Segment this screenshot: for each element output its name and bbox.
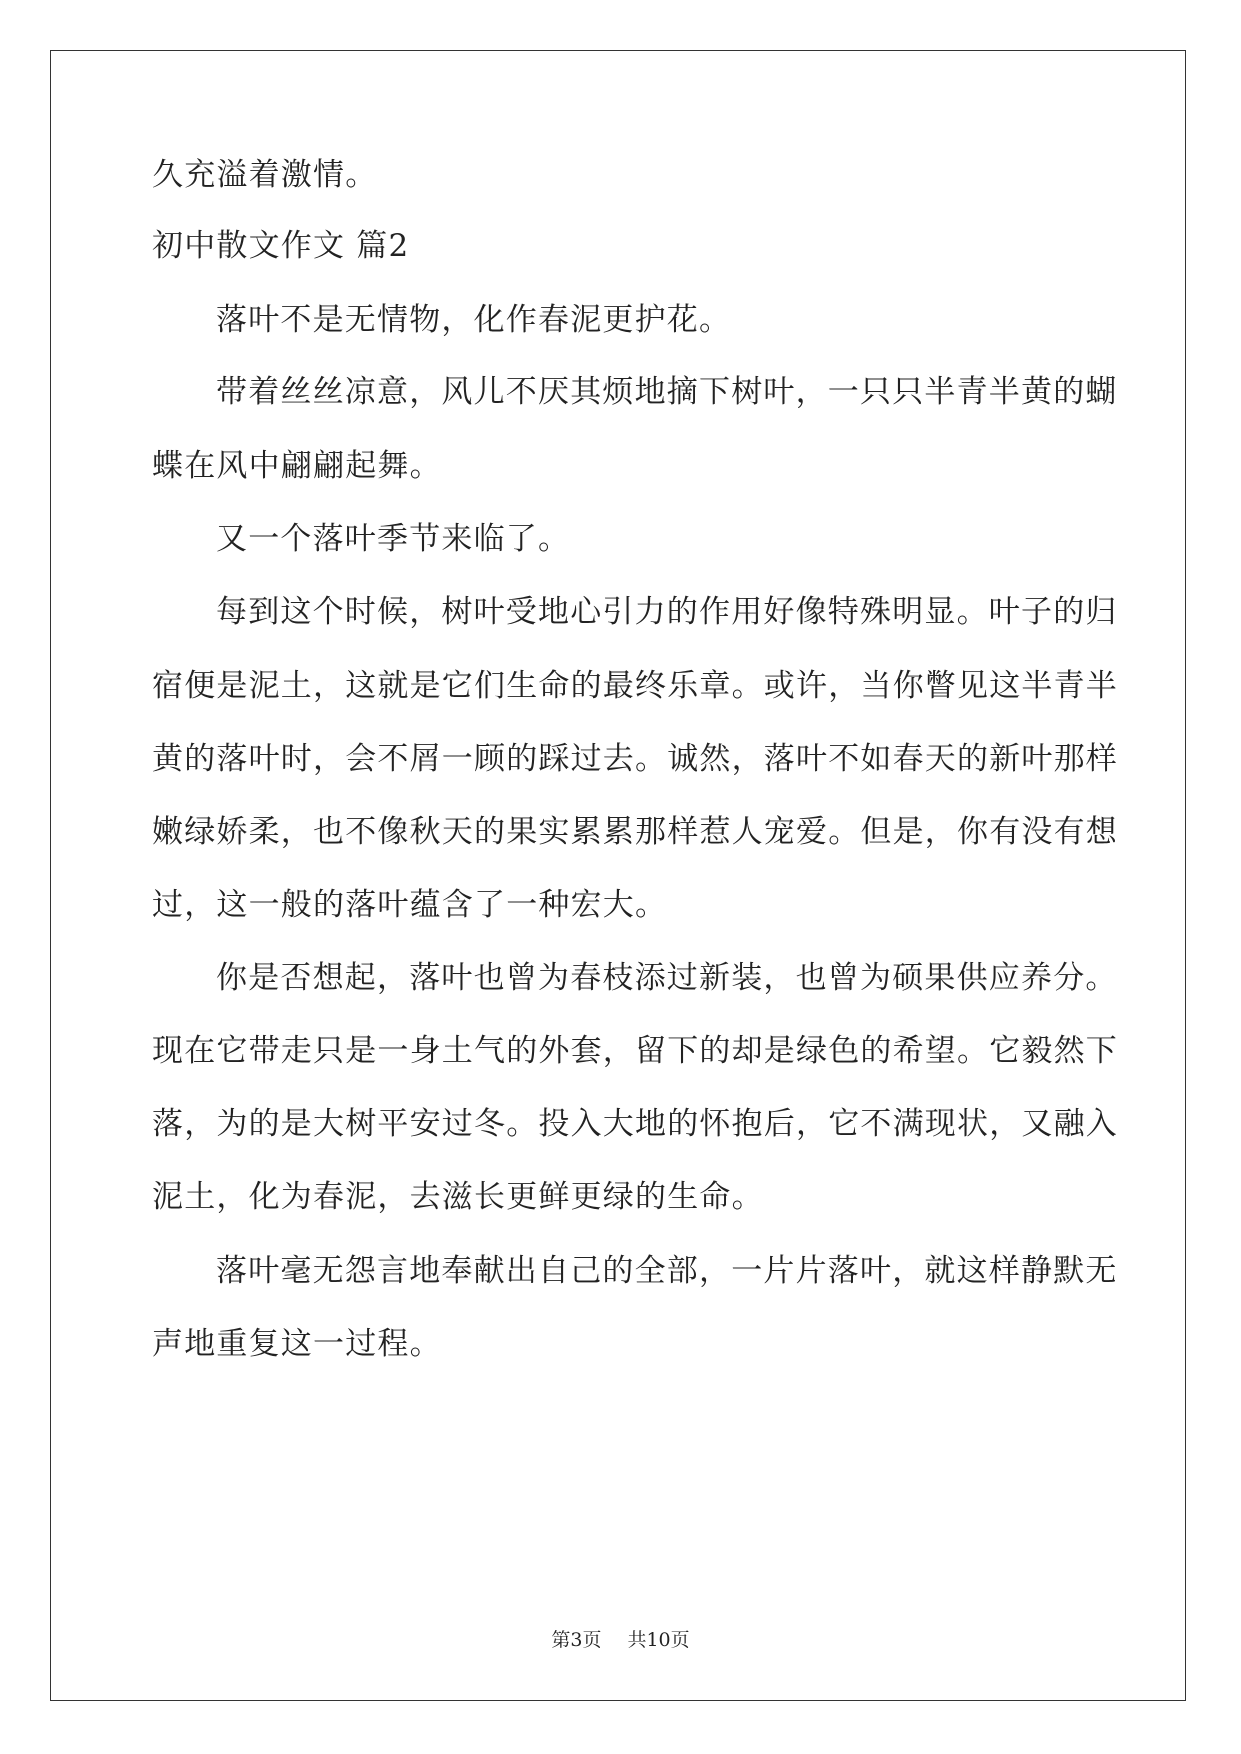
paragraph-line: 落，为的是大树平安过冬。投入大地的怀抱后，它不满现状，又融入 [152, 1106, 1118, 1142]
paragraph-line: 声地重复这一过程。 [152, 1326, 442, 1362]
paragraph-line: 宿便是泥土，这就是它们生命的最终乐章。或许，当你瞥见这半青半 [152, 668, 1118, 704]
section-heading: 初中散文作文 篇2 [152, 228, 410, 264]
page-total: 共10页 [627, 1629, 690, 1651]
paragraph-line: 落叶不是无情物，化作春泥更护花。 [216, 302, 732, 338]
paragraph-line: 过，这一般的落叶蕴含了一种宏大。 [152, 887, 668, 923]
page-border [50, 50, 1186, 1701]
paragraph-line: 又一个落叶季节来临了。 [216, 521, 571, 557]
paragraph-line: 久充溢着激情。 [152, 157, 378, 193]
paragraph-line: 每到这个时候，树叶受地心引力的作用好像特殊明显。叶子的归 [216, 594, 1118, 630]
paragraph-line: 落叶毫无怨言地奉献出自己的全部，一片片落叶，就这样静默无 [216, 1253, 1118, 1289]
paragraph-line: 你是否想起，落叶也曾为春枝添过新装，也曾为硕果供应养分。 [216, 960, 1118, 996]
paragraph-line: 泥土，化为春泥，去滋长更鲜更绿的生命。 [152, 1179, 764, 1215]
paragraph-line: 现在它带走只是一身土气的外套，留下的却是绿色的希望。它毅然下 [152, 1033, 1118, 1069]
page-number: 第3页 [551, 1629, 602, 1651]
paragraph-line: 黄的落叶时，会不屑一顾的踩过去。诚然，落叶不如春天的新叶那样 [152, 741, 1118, 777]
page-footer [0, 1628, 1241, 1652]
paragraph-line: 嫩绿娇柔，也不像秋天的果实累累那样惹人宠爱。但是，你有没有想 [152, 814, 1118, 850]
paragraph-line: 带着丝丝凉意，风儿不厌其烦地摘下树叶，一只只半青半黄的蝴 [216, 374, 1118, 410]
paragraph-line: 蝶在风中翩翩起舞。 [152, 448, 442, 484]
